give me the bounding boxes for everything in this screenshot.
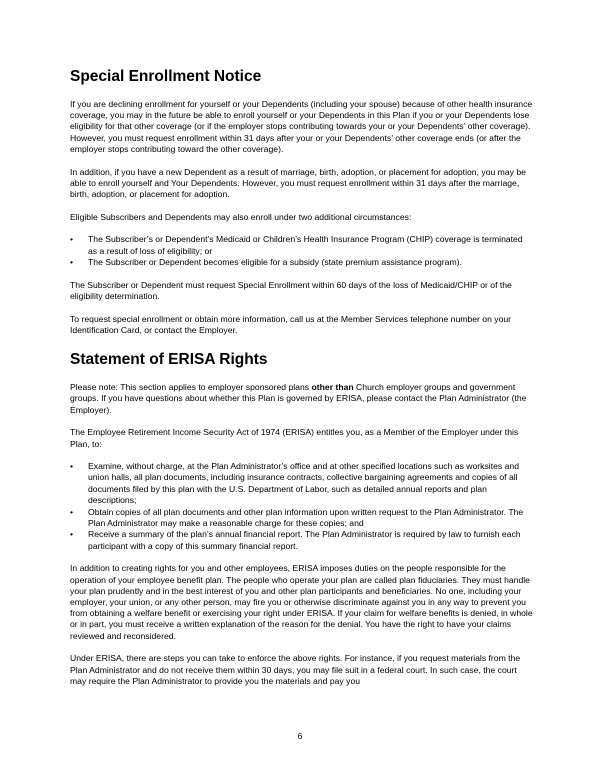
paragraph-declining-enrollment: If you are declining enrollment for yourself or your Dependents (including your spouse) because of other health insurance coverage, you may in the future be able to enroll yourself or your Dependents in this Plan if you or your Dependents lose eligibility for that other coverage (or if the employer stops contributing towards your or your Dependents’ other coverage). However, you must request enrollment within 31 days after your or your Dependents’ other coverage ends (or after the employer stops contributing toward the other coverage).: [70, 99, 533, 154]
section-heading-special-enrollment: Special Enrollment Notice: [70, 68, 262, 85]
paragraph-erisa-entitles: The Employee Retirement Income Security Act of 1974 (ERISA) entitles you, as a Member of the Employer under this Plan, to:: [70, 427, 519, 449]
paragraph-contact-member-services: To request special enrollment or obtain more information, call us at the Member Services telephone number on your Identification Card, or contact the Employer.: [70, 313, 512, 336]
list-item-text: The Subscriber or Dependent becomes eligible for a subsidy (state premium assistance program).: [88, 257, 462, 268]
list-item-text: Obtain copies of all plan documents and other plan information upon written request to the Plan Administrator. The Plan Administrator may make a reasonable charge for these copies; and: [88, 506, 524, 528]
paragraph-enforce-rights: Under ERISA, there are steps you can take to enforce the above rights. For instance, if you request materials from the Plan Administrator and do not receive them within 30 days, you may file suit in a federal court. In such case, the court may require the Plan Administrator to provide you the materials and pay you: [70, 653, 521, 686]
note-text-before: Please note: This section applies to employer sponsored plans: [70, 382, 312, 393]
list-item: [70, 234, 534, 256]
paragraph-please-note: [70, 382, 534, 416]
paragraph-fiduciary-duties: In addition to creating rights for you and other employees, ERISA imposes duties on the people responsible for the operation of your employee benefit plan. The people who operate your plan are called plan fiduciaries. They must handle your plan prudently and in the best interest of you and other plan participants and beneficiaries. No one, including your employer, your union, or any other person, may fire you or otherwise discriminate against you in any way to prevent you from obtaining a welfare benefit or exercising your right under ERISA. If your claim for welfare benefits is denied, in whole or in part, you must receive a written explanation of the reason for the denial. You have the right to have your claims reviewed and reconsidered.: [70, 563, 533, 641]
list-item-text: Receive a summary of the plan’s annual financial report. The Plan Administrator is required by law to furnish each participant with a copy of this summary financial report.: [88, 529, 521, 551]
bullet-icon: •: [70, 257, 74, 268]
paragraph-request-within-60-days: The Subscriber or Dependent must request Special Enrollment within 60 days of the loss of Medicaid/CHIP or of the eligibility determination.: [70, 279, 512, 302]
list-item: [70, 507, 534, 529]
bullet-icon: •: [70, 506, 74, 517]
list-item-text: Examine, without charge, at the Plan Administrator’s office and at other specified locations such as worksites and union halls, all plan documents, including insurance contracts, collective bargaining agreements and copies of all documents filed by this plan with the U.S. Department of Labor, such as detailed annual reports and plan descriptions;: [88, 461, 520, 505]
bullet-icon: •: [70, 529, 74, 540]
bullet-list-circumstances: [70, 234, 534, 268]
bullet-icon: •: [70, 461, 74, 472]
section-heading-erisa-rights: Statement of ERISA Rights: [70, 351, 268, 369]
bullet-icon: •: [70, 234, 74, 245]
document-page: [70, 68, 534, 698]
note-text-after: Church employer groups and government groups. If you have questions about whether this Plan is governed by ERISA, please contact the Plan Administrator (the Employer).: [70, 382, 527, 415]
bullet-list-erisa-rights: [70, 461, 534, 552]
page-number: 6: [297, 731, 303, 741]
note-emphasis: other than: [311, 382, 354, 393]
list-item: [70, 529, 534, 551]
list-item: [70, 461, 534, 506]
paragraph-additional-circumstances: Eligible Subscribers and Dependents may also enroll under two additional circumstances:: [70, 211, 412, 222]
list-item-text: The Subscriber’s or Dependent’s Medicaid or Children’s Health Insurance Program (CHIP) coverage is terminated as a result of loss of eligibility; or: [88, 234, 523, 256]
list-item: [70, 257, 534, 268]
paragraph-new-dependent: In addition, if you have a new Dependent as a result of marriage, birth, adoption, or placement for adoption, you may be able to enroll yourself and Your Dependents. However, you must request enrollment within 31 days after the marriage, birth, adoption, or placement for adoption.: [70, 166, 526, 199]
